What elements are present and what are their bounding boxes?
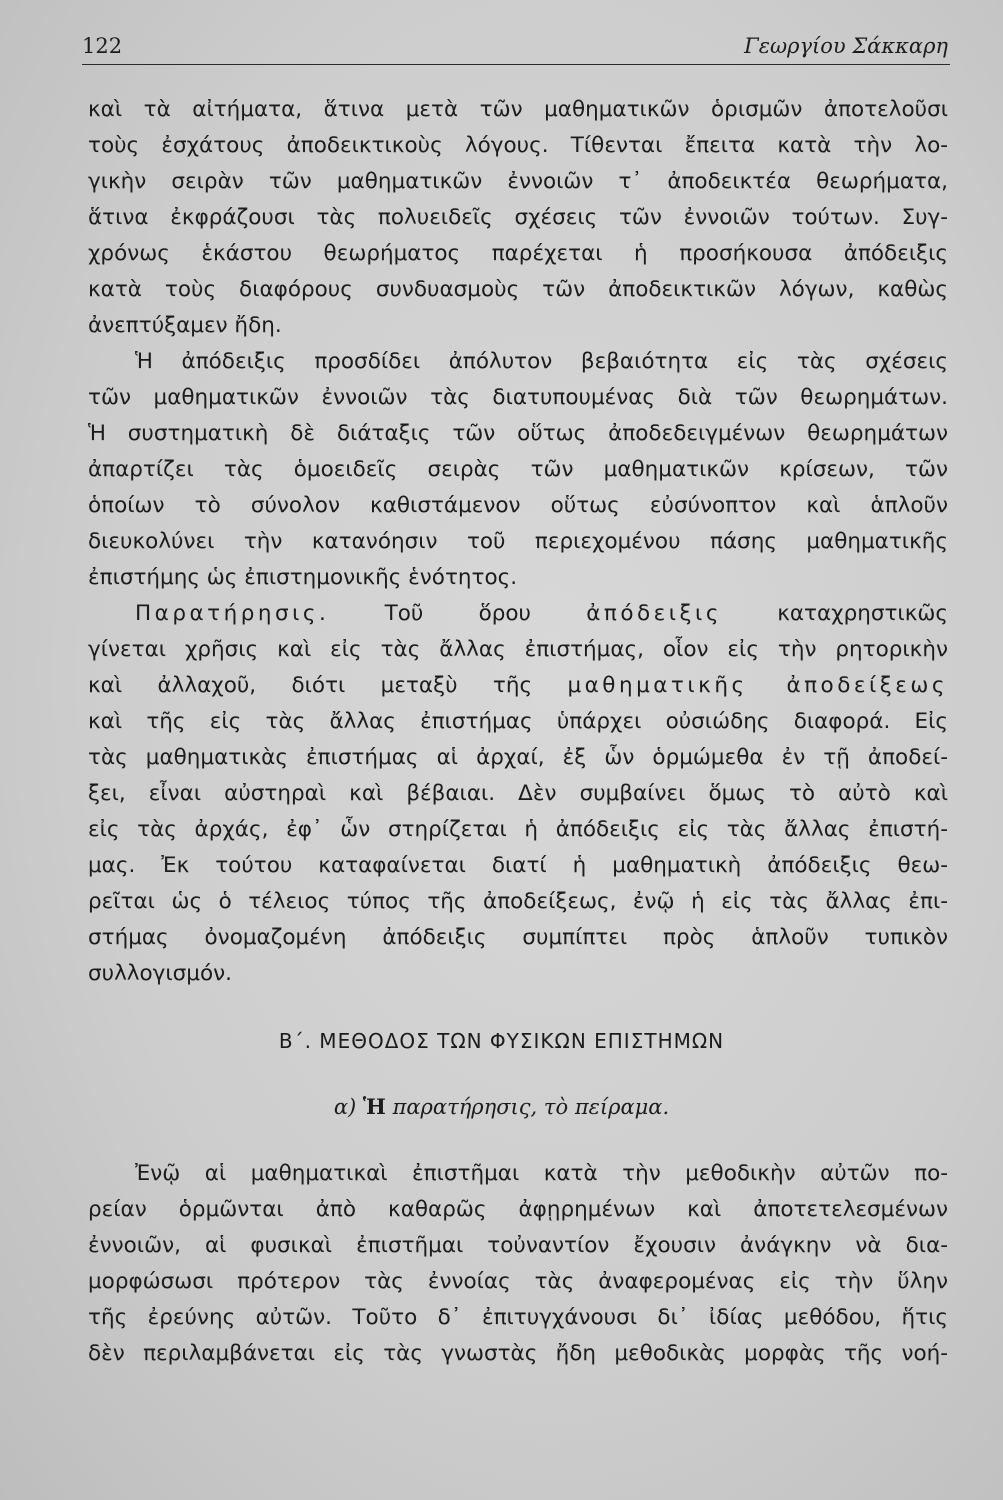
text-line: ξει, εἶναι αὐστηραὶ καὶ βέβαιαι. Δὲν συμβαίνει ὅμως τὸ αὐτὸ καὶ: [88, 781, 948, 806]
text-line: καὶ τὰ αἰτήματα, ἅτινα μετὰ τῶν μαθηματικῶν ὁρισμῶν ἀποτελοῦσι: [88, 97, 948, 122]
text-line: Ἐνῷ αἱ μαθηματικαὶ ἐπιστῆμαι κατὰ τὴν μεθοδικὴν αὐτῶν πο-: [135, 1161, 948, 1186]
subsection-title: παρατήρησις, τὸ πείραμα.: [392, 1095, 670, 1119]
text-line: ἅτινα ἐκφράζουσι τὰς πολυειδεῖς σχέσεις τῶν ἐννοιῶν τούτων. Συγ-: [88, 205, 948, 230]
text-line: ὁποίων τὸ σύνολον καθιστάμενον οὕτως εὐσύνοπτον καὶ ἁπλοῦν: [88, 493, 948, 518]
text-line: μορφώσωσι πρότερον τὰς ἐννοίας τὰς ἀναφερομένας εἰς τὴν ὕλην: [88, 1269, 948, 1294]
remark-term: μαθηματικῆς ἀποδείξεως: [567, 673, 948, 698]
page-header: [82, 30, 950, 65]
subsection-marker: α): [333, 1095, 357, 1119]
section-heading: Β΄. ΜΕΘΟΔΟΣ ΤΩΝ ΦΥΣΙΚΩΝ ΕΠΙΣΤΗΜΩΝ: [278, 1029, 725, 1053]
text-line: ρεῖται ὡς ὁ τέλειος τύπος τῆς ἀποδείξεως, ἐνῷ ἡ εἰς τὰς ἄλλας ἐπι-: [88, 889, 948, 914]
text-line: γίνεται χρῆσις καὶ εἰς τὰς ἄλλας ἐπιστήμας, οἷον εἰς τὴν ρητορικὴν: [88, 637, 948, 662]
text-line: Ἡ ἀπόδειξις προσδίδει ἀπόλυτον βεβαιότητα εἰς τὰς σχέσεις: [135, 349, 948, 374]
remark-text: καὶ ἀλλαχοῦ, διότι μεταξὺ τῆς: [88, 673, 533, 698]
text-line: τῆς ἐρεύνης αὐτῶν. Τοῦτο δ᾽ ἐπιτυγχάνουσι δι᾽ ἰδίας μεθόδου, ἥτις: [88, 1305, 948, 1330]
text-line: ρείαν ὁρμῶνται ἀπὸ καθαρῶς ἀφῃρημένων καὶ ἀποτετελεσμένων: [88, 1197, 948, 1222]
remark-text: Τοῦ ὅρου: [384, 601, 531, 626]
text-line: ἀνεπτύξαμεν ἤδη.: [88, 313, 282, 338]
remark-third-line: [88, 669, 948, 703]
text-line: τοὺς ἐσχάτους ἀποδεικτικοὺς λόγους. Τίθενται ἔπειτα κατὰ τὴν λο-: [88, 133, 948, 158]
remark-label: Παρατήρησις.: [135, 601, 330, 626]
text-line: Ἡ συστηματικὴ δὲ διάταξις τῶν οὕτως ἀποδεδειγμένων θεωρημάτων: [88, 421, 948, 446]
text-line: τὰς μαθηματικὰς ἐπιστήμας αἱ ἀρχαί, ἐξ ὧν ὁρμώμεθα ἐν τῇ ἀποδεί-: [88, 745, 948, 770]
text-line: διευκολύνει τὴν κατανόησιν τοῦ περιεχομένου πάσης μαθηματικῆς: [88, 529, 948, 554]
subsection-heading: [0, 1090, 1003, 1124]
text-line: καὶ τῆς εἰς τὰς ἄλλας ἐπιστήμας ὑπάρχει οὐσιώδης διαφορά. Εἰς: [88, 709, 948, 734]
text-line: συλλογισμόν.: [88, 961, 232, 986]
remark-text: καταχρηστικῶς: [777, 601, 948, 626]
remark-first-line: [135, 597, 948, 631]
running-head: Γεωργίου Σάκκαρη: [744, 34, 948, 58]
text-line: χρόνως ἑκάστου θεωρήματος παρέχεται ἡ προσήκουσα ἀπόδειξις: [88, 241, 948, 266]
text-line: στήμας ὀνομαζομένη ἀπόδειξις συμπίπτει πρὸς ἁπλοῦν τυπικὸν: [88, 925, 948, 950]
remark-term: ἀπόδειξις: [586, 601, 722, 626]
text-line: κατὰ τοὺς διαφόρους συνδυασμοὺς τῶν ἀποδεικτικῶν λόγων, καθὼς: [88, 277, 948, 302]
text-line: εἰς τὰς ἀρχάς, ἐφ᾽ ὧν στηρίζεται ἡ ἀπόδειξις εἰς τὰς ἄλλας ἐπιστή-: [88, 817, 948, 842]
text-line: τῶν μαθηματικῶν ἐννοιῶν τὰς διατυπουμένας διὰ τῶν θεωρημάτων.: [88, 385, 948, 410]
text-line: γικὴν σειρὰν τῶν μαθηματικῶν ἐννοιῶν τ᾽ ἀποδεικτέα θεωρήματα,: [88, 169, 948, 194]
text-line: ἐπιστήμης ὡς ἐπιστημονικῆς ἑνότητος.: [88, 565, 518, 590]
text-line: δὲν περιλαμβάνεται εἰς τὰς γνωστὰς ἤδη μεθοδικὰς μορφὰς τῆς νοή-: [88, 1341, 948, 1366]
text-line: μας. Ἐκ τούτου καταφαίνεται διατί ἡ μαθηματικὴ ἀπόδειξις θεω-: [88, 853, 948, 878]
text-line: ἐννοιῶν, αἱ φυσικαὶ ἐπιστῆμαι τοὐναντίον ἔχουσιν ἀνάγκην νὰ δια-: [88, 1233, 948, 1258]
text-line: ἀπαρτίζει τὰς ὁμοειδεῖς σειρὰς τῶν μαθηματικῶν κρίσεων, τῶν: [88, 457, 948, 482]
page-number: 122: [82, 34, 123, 58]
subsection-article: Ἡ: [362, 1094, 386, 1119]
